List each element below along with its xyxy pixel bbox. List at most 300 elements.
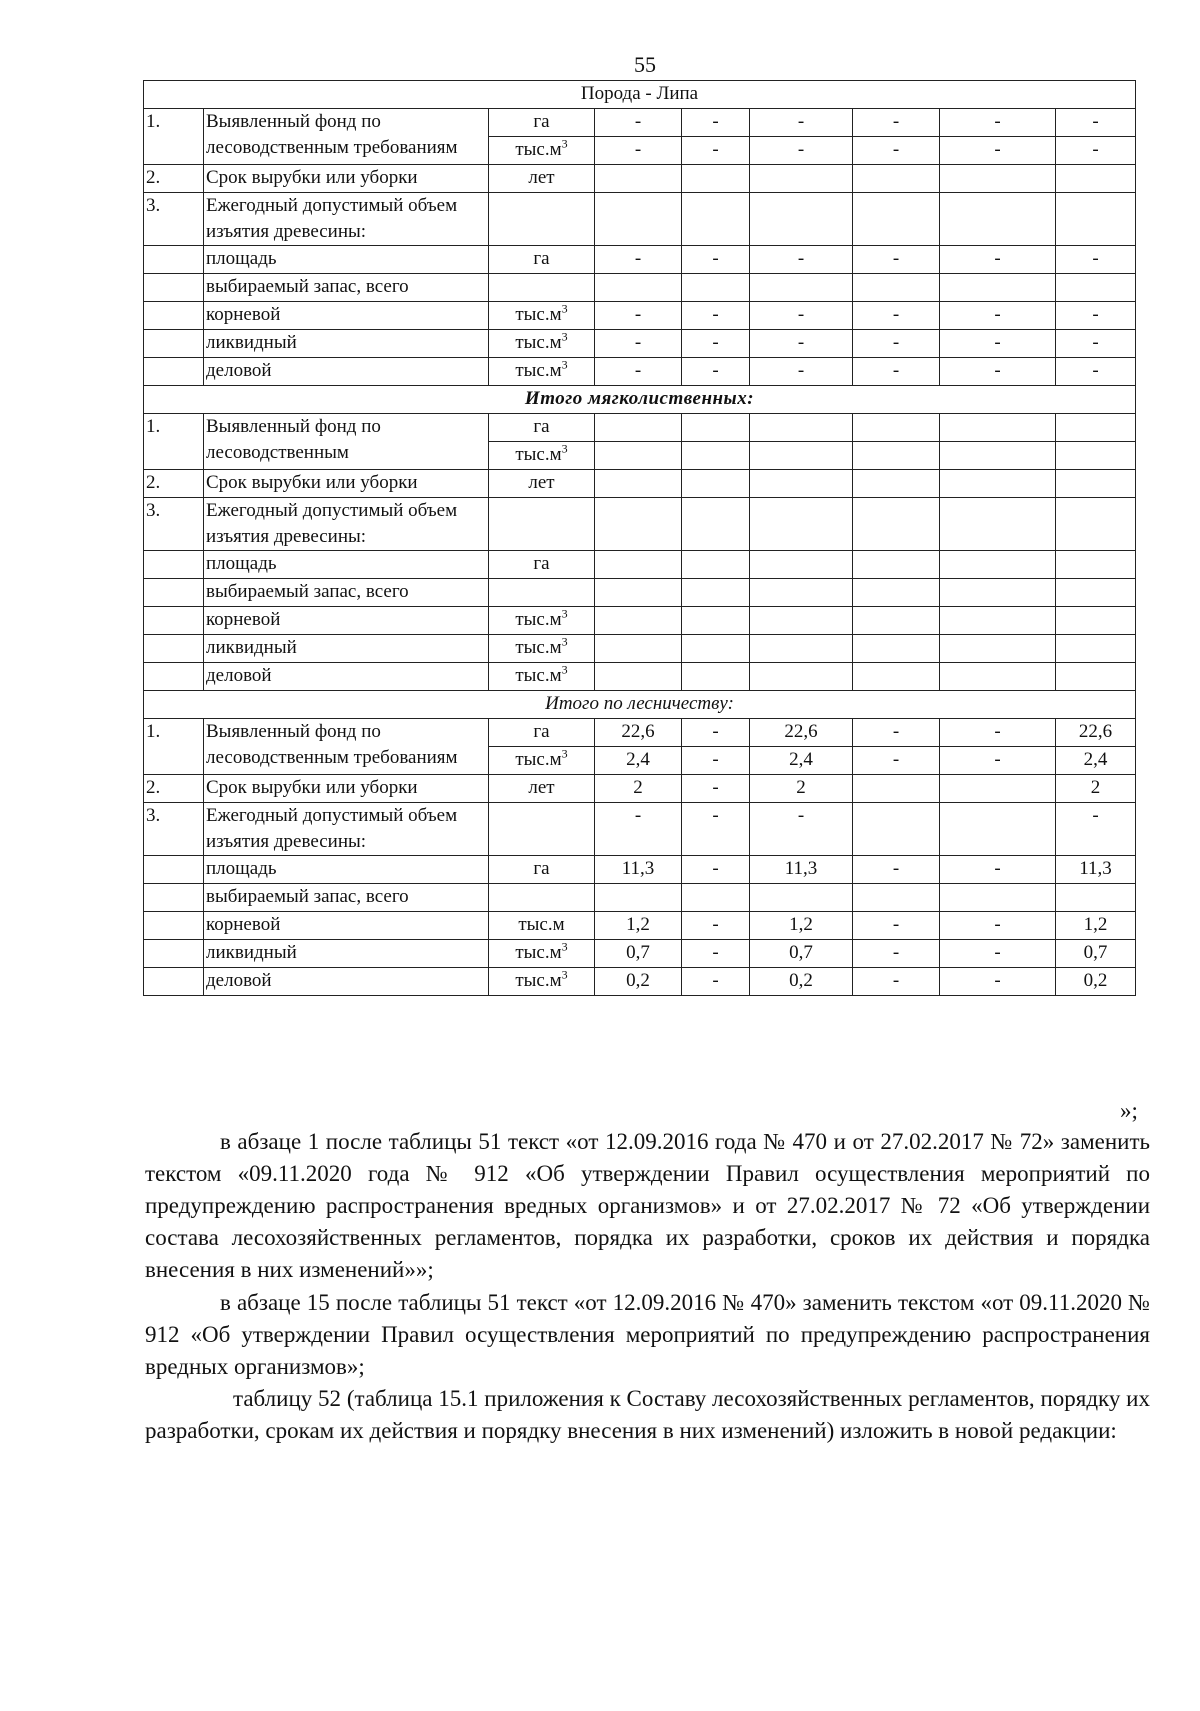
value-cell: 2: [750, 775, 853, 803]
value-cell: -: [682, 137, 750, 165]
row-label: площадь: [204, 246, 489, 274]
value-cell: -: [595, 246, 682, 274]
unit-exponent: 3: [561, 662, 568, 677]
value-cell: 2,4: [750, 747, 853, 775]
row-label: Выявленный фонд по лесоводственным: [204, 414, 489, 470]
value-cell: [853, 498, 940, 551]
value-cell: -: [853, 246, 940, 274]
row-number: [144, 246, 204, 274]
value-cell: [940, 498, 1056, 551]
value-cell: -: [853, 330, 940, 358]
unit-cell: [489, 884, 595, 912]
value-cell: -: [595, 109, 682, 137]
row-number: [144, 856, 204, 884]
value-cell: -: [940, 912, 1056, 940]
table-row: [144, 414, 1136, 442]
row-number: [144, 330, 204, 358]
value-cell: [1056, 414, 1136, 442]
row-label: Выявленный фонд по лесоводственным требованиям: [204, 109, 489, 165]
value-cell: 1,2: [1056, 912, 1136, 940]
value-cell: 11,3: [750, 856, 853, 884]
row-label: деловой: [204, 968, 489, 996]
value-cell: -: [750, 330, 853, 358]
table-row: [144, 274, 1136, 302]
value-cell: [595, 607, 682, 635]
unit-exponent: 3: [561, 606, 568, 621]
unit-text: га: [533, 858, 550, 879]
unit-text: $тыс.м^3$: [515, 606, 568, 630]
value-cell: [1056, 579, 1136, 607]
value-cell: [853, 663, 940, 691]
row-number: [144, 940, 204, 968]
value-cell: -: [1056, 109, 1136, 137]
value-cell: [1056, 607, 1136, 635]
unit-cell: [489, 414, 595, 442]
row-label: корневой: [204, 607, 489, 635]
row-label: Срок вырубки или уборки: [204, 470, 489, 498]
row-number: [144, 635, 204, 663]
unit-text: $тыс.м^3$: [515, 939, 568, 963]
row-label: деловой: [204, 663, 489, 691]
value-cell: -: [853, 358, 940, 386]
value-cell: -: [682, 747, 750, 775]
value-cell: [595, 635, 682, 663]
table-row: [144, 551, 1136, 579]
section-header-row: [144, 386, 1136, 414]
value-cell: [682, 884, 750, 912]
value-cell: -: [1056, 358, 1136, 386]
row-number: 2.: [144, 165, 204, 193]
value-cell: -: [595, 330, 682, 358]
value-cell: -: [853, 109, 940, 137]
row-number: [144, 607, 204, 635]
unit-exponent: 3: [561, 939, 568, 954]
row-label: ликвидный: [204, 940, 489, 968]
table-row: [144, 470, 1136, 498]
value-cell: -: [940, 302, 1056, 330]
value-cell: -: [1056, 803, 1136, 856]
value-cell: [853, 579, 940, 607]
value-cell: [853, 775, 940, 803]
table-row: [144, 912, 1136, 940]
value-cell: -: [595, 358, 682, 386]
value-cell: [595, 414, 682, 442]
row-number: [144, 912, 204, 940]
value-cell: -: [1056, 137, 1136, 165]
value-cell: [682, 635, 750, 663]
value-cell: -: [853, 302, 940, 330]
value-cell: 11,3: [595, 856, 682, 884]
unit-text: лет: [528, 777, 555, 798]
value-cell: -: [750, 302, 853, 330]
value-cell: -: [750, 803, 853, 856]
value-cell: 22,6: [1056, 719, 1136, 747]
unit-cell: [489, 579, 595, 607]
table-row: [144, 856, 1136, 884]
value-cell: [595, 551, 682, 579]
value-cell: [940, 551, 1056, 579]
value-cell: [595, 274, 682, 302]
row-label: Срок вырубки или уборки: [204, 775, 489, 803]
value-cell: -: [750, 109, 853, 137]
unit-cell: [489, 109, 595, 137]
table-row: [144, 884, 1136, 912]
value-cell: -: [750, 137, 853, 165]
unit-cell: [489, 330, 595, 358]
row-label: площадь: [204, 551, 489, 579]
unit-cell: [489, 747, 595, 775]
value-cell: -: [682, 109, 750, 137]
unit-exponent: 3: [561, 634, 568, 649]
unit-cell: [489, 719, 595, 747]
unit-cell: [489, 193, 595, 246]
section-title-text: Итого по лесничеству:: [545, 693, 734, 714]
value-cell: 0,7: [595, 940, 682, 968]
table-row: [144, 330, 1136, 358]
value-cell: [940, 442, 1056, 470]
value-cell: 11,3: [1056, 856, 1136, 884]
value-cell: [940, 607, 1056, 635]
value-cell: -: [940, 719, 1056, 747]
unit-exponent: 3: [561, 967, 568, 982]
value-cell: [853, 442, 940, 470]
unit-cell: [489, 607, 595, 635]
value-cell: [682, 579, 750, 607]
table-row: [144, 358, 1136, 386]
value-cell: [1056, 193, 1136, 246]
unit-cell: [489, 137, 595, 165]
table-row: [144, 302, 1136, 330]
table-row: [144, 775, 1136, 803]
value-cell: -: [682, 912, 750, 940]
unit-cell: [489, 663, 595, 691]
value-cell: 2: [595, 775, 682, 803]
value-cell: 22,6: [750, 719, 853, 747]
row-label: Срок вырубки или уборки: [204, 165, 489, 193]
unit-exponent: 3: [561, 136, 568, 151]
value-cell: 22,6: [595, 719, 682, 747]
table-row: [144, 579, 1136, 607]
value-cell: [682, 607, 750, 635]
row-number: [144, 968, 204, 996]
value-cell: [1056, 663, 1136, 691]
value-cell: -: [750, 246, 853, 274]
unit-text: лет: [528, 472, 555, 493]
value-cell: [595, 663, 682, 691]
row-number: [144, 302, 204, 330]
value-cell: 2: [1056, 775, 1136, 803]
value-cell: -: [682, 856, 750, 884]
value-cell: -: [940, 109, 1056, 137]
section-title: [144, 81, 1136, 109]
value-cell: [682, 193, 750, 246]
unit-text: га: [533, 553, 550, 574]
row-number: 2.: [144, 775, 204, 803]
section-header-row: [144, 81, 1136, 109]
value-cell: [595, 498, 682, 551]
value-cell: [940, 663, 1056, 691]
value-cell: -: [682, 330, 750, 358]
unit-cell: [489, 912, 595, 940]
unit-text: га: [533, 416, 550, 437]
unit-exponent: 3: [561, 746, 568, 761]
row-number: 1.: [144, 719, 204, 775]
value-cell: -: [682, 358, 750, 386]
unit-exponent: 3: [561, 329, 568, 344]
table-row: [144, 968, 1136, 996]
row-label: Ежегодный допустимый объем изъятия древесины:: [204, 803, 489, 856]
value-cell: [1056, 442, 1136, 470]
value-cell: [940, 165, 1056, 193]
table-row: [144, 607, 1136, 635]
unit-cell: [489, 246, 595, 274]
value-cell: 0,7: [750, 940, 853, 968]
value-cell: 0,2: [595, 968, 682, 996]
value-cell: [595, 884, 682, 912]
value-cell: [853, 635, 940, 663]
value-cell: -: [853, 137, 940, 165]
value-cell: [750, 274, 853, 302]
unit-text: га: [533, 248, 550, 269]
value-cell: [1056, 470, 1136, 498]
table-row: [144, 803, 1136, 856]
value-cell: -: [853, 719, 940, 747]
unit-text: тыс.м: [518, 914, 565, 935]
value-cell: [1056, 884, 1136, 912]
value-cell: [750, 165, 853, 193]
value-cell: [750, 579, 853, 607]
value-cell: [1056, 274, 1136, 302]
value-cell: [940, 803, 1056, 856]
unit-cell: [489, 803, 595, 856]
row-label: выбираемый запас, всего: [204, 579, 489, 607]
row-number: 1.: [144, 414, 204, 470]
unit-cell: [489, 302, 595, 330]
table-row: [144, 940, 1136, 968]
value-cell: -: [682, 803, 750, 856]
value-cell: -: [595, 302, 682, 330]
unit-text: $тыс.м^3$: [515, 136, 568, 160]
unit-cell: [489, 856, 595, 884]
table-row: [144, 635, 1136, 663]
value-cell: [750, 498, 853, 551]
value-cell: -: [595, 803, 682, 856]
value-cell: [750, 414, 853, 442]
unit-exponent: 3: [561, 441, 568, 456]
row-number: 3.: [144, 193, 204, 246]
row-label: корневой: [204, 302, 489, 330]
value-cell: -: [682, 246, 750, 274]
value-cell: [595, 579, 682, 607]
value-cell: [940, 884, 1056, 912]
row-label: выбираемый запас, всего: [204, 274, 489, 302]
row-number: [144, 274, 204, 302]
value-cell: [940, 775, 1056, 803]
value-cell: 1,2: [595, 912, 682, 940]
table-row: [144, 193, 1136, 246]
value-cell: [940, 635, 1056, 663]
value-cell: [853, 274, 940, 302]
value-cell: [682, 165, 750, 193]
table-row: [144, 109, 1136, 137]
page-number: 55: [634, 52, 656, 77]
value-cell: -: [682, 968, 750, 996]
value-cell: -: [940, 747, 1056, 775]
row-label: Ежегодный допустимый объем изъятия древесины:: [204, 498, 489, 551]
value-cell: [595, 165, 682, 193]
row-number: 3.: [144, 498, 204, 551]
row-label: выбираемый запас, всего: [204, 884, 489, 912]
row-number: [144, 884, 204, 912]
value-cell: 0,2: [1056, 968, 1136, 996]
row-number: [144, 579, 204, 607]
table-row: [144, 246, 1136, 274]
value-cell: -: [940, 968, 1056, 996]
value-cell: 0,2: [750, 968, 853, 996]
value-cell: -: [940, 246, 1056, 274]
value-cell: [853, 803, 940, 856]
unit-cell: [489, 165, 595, 193]
row-number: [144, 358, 204, 386]
unit-cell: [489, 968, 595, 996]
table-row: [144, 165, 1136, 193]
value-cell: [682, 274, 750, 302]
value-cell: [750, 607, 853, 635]
row-number: [144, 551, 204, 579]
value-cell: [1056, 551, 1136, 579]
unit-text: лет: [528, 167, 555, 188]
unit-text: $тыс.м^3$: [515, 329, 568, 353]
unit-text: $тыс.м^3$: [515, 746, 568, 770]
value-cell: -: [1056, 302, 1136, 330]
unit-cell: [489, 470, 595, 498]
value-cell: [682, 498, 750, 551]
value-cell: 1,2: [750, 912, 853, 940]
value-cell: -: [750, 358, 853, 386]
value-cell: [750, 884, 853, 912]
unit-text: $тыс.м^3$: [515, 967, 568, 991]
value-cell: [750, 551, 853, 579]
value-cell: -: [940, 856, 1056, 884]
value-cell: 2,4: [595, 747, 682, 775]
unit-text: $тыс.м^3$: [515, 662, 568, 686]
value-cell: -: [682, 719, 750, 747]
value-cell: 0,7: [1056, 940, 1136, 968]
value-cell: [940, 274, 1056, 302]
value-cell: -: [682, 775, 750, 803]
value-cell: [853, 193, 940, 246]
value-cell: -: [853, 856, 940, 884]
table-row: [144, 719, 1136, 747]
table-row: [144, 663, 1136, 691]
value-cell: -: [1056, 246, 1136, 274]
value-cell: [940, 579, 1056, 607]
value-cell: [853, 165, 940, 193]
paragraph-1: в абзаце 1 после таблицы 51 текст «от 12.09.2016 года № 470 и от 27.02.2017 № 72» заменить текстом «09.11.2020 года № 912 «Об утверждении Правил осуществления мероприятий по предупреждению распространения вредных организмов» и от 27.02.2017 № 72 «Об утверждении состава лесохозяйственных регламентов, порядка их разработки, сроков их действия и порядка внесения в них изменений»»;: [145, 1129, 1150, 1282]
unit-cell: [489, 551, 595, 579]
value-cell: -: [853, 747, 940, 775]
value-cell: [682, 414, 750, 442]
value-cell: -: [853, 968, 940, 996]
value-cell: -: [595, 137, 682, 165]
forest-data-table: [143, 80, 1136, 996]
unit-text: $тыс.м^3$: [515, 441, 568, 465]
row-label: Ежегодный допустимый объем изъятия древесины:: [204, 193, 489, 246]
value-cell: [1056, 498, 1136, 551]
value-cell: -: [682, 940, 750, 968]
value-cell: [682, 663, 750, 691]
value-cell: 2,4: [1056, 747, 1136, 775]
value-cell: [750, 442, 853, 470]
value-cell: [682, 470, 750, 498]
value-cell: [853, 414, 940, 442]
value-cell: [750, 193, 853, 246]
row-label: деловой: [204, 358, 489, 386]
unit-cell: [489, 940, 595, 968]
table-row: [144, 498, 1136, 551]
value-cell: [853, 607, 940, 635]
value-cell: -: [940, 358, 1056, 386]
value-cell: [853, 884, 940, 912]
section-title: [144, 386, 1136, 414]
value-cell: -: [940, 940, 1056, 968]
unit-text: $тыс.м^3$: [515, 301, 568, 325]
closing-quote: »;: [1120, 1098, 1138, 1123]
unit-text: $тыс.м^3$: [515, 634, 568, 658]
section-header-row: [144, 691, 1136, 719]
value-cell: [853, 551, 940, 579]
value-cell: [595, 193, 682, 246]
value-cell: -: [940, 137, 1056, 165]
unit-text: га: [533, 721, 550, 742]
section-title-text: Итого мягколиственных:: [524, 388, 755, 409]
unit-cell: [489, 358, 595, 386]
value-cell: [940, 470, 1056, 498]
unit-cell: [489, 274, 595, 302]
value-cell: [595, 470, 682, 498]
unit-cell: [489, 635, 595, 663]
paragraph-3: таблицу 52 (таблица 15.1 приложения к Составу лесохозяйственных регламентов, порядку их разработки, срокам их действия и порядку внесения в них изменений) изложить в новой редакции:: [145, 1386, 1150, 1443]
unit-cell: [489, 498, 595, 551]
row-label: ликвидный: [204, 635, 489, 663]
unit-text: $тыс.м^3$: [515, 357, 568, 381]
value-cell: [750, 663, 853, 691]
row-label: ликвидный: [204, 330, 489, 358]
value-cell: [682, 551, 750, 579]
row-number: [144, 663, 204, 691]
unit-exponent: 3: [561, 357, 568, 372]
row-label: площадь: [204, 856, 489, 884]
value-cell: [750, 470, 853, 498]
value-cell: [1056, 635, 1136, 663]
section-title: [144, 691, 1136, 719]
unit-text: га: [533, 111, 550, 132]
row-label: Выявленный фонд по лесоводственным требованиям: [204, 719, 489, 775]
value-cell: -: [853, 940, 940, 968]
value-cell: [750, 635, 853, 663]
row-number: 3.: [144, 803, 204, 856]
value-cell: -: [682, 302, 750, 330]
unit-cell: [489, 775, 595, 803]
row-number: 2.: [144, 470, 204, 498]
row-number: 1.: [144, 109, 204, 165]
value-cell: [682, 442, 750, 470]
unit-exponent: 3: [561, 301, 568, 316]
value-cell: -: [853, 912, 940, 940]
value-cell: [595, 442, 682, 470]
value-cell: [940, 193, 1056, 246]
value-cell: [940, 414, 1056, 442]
